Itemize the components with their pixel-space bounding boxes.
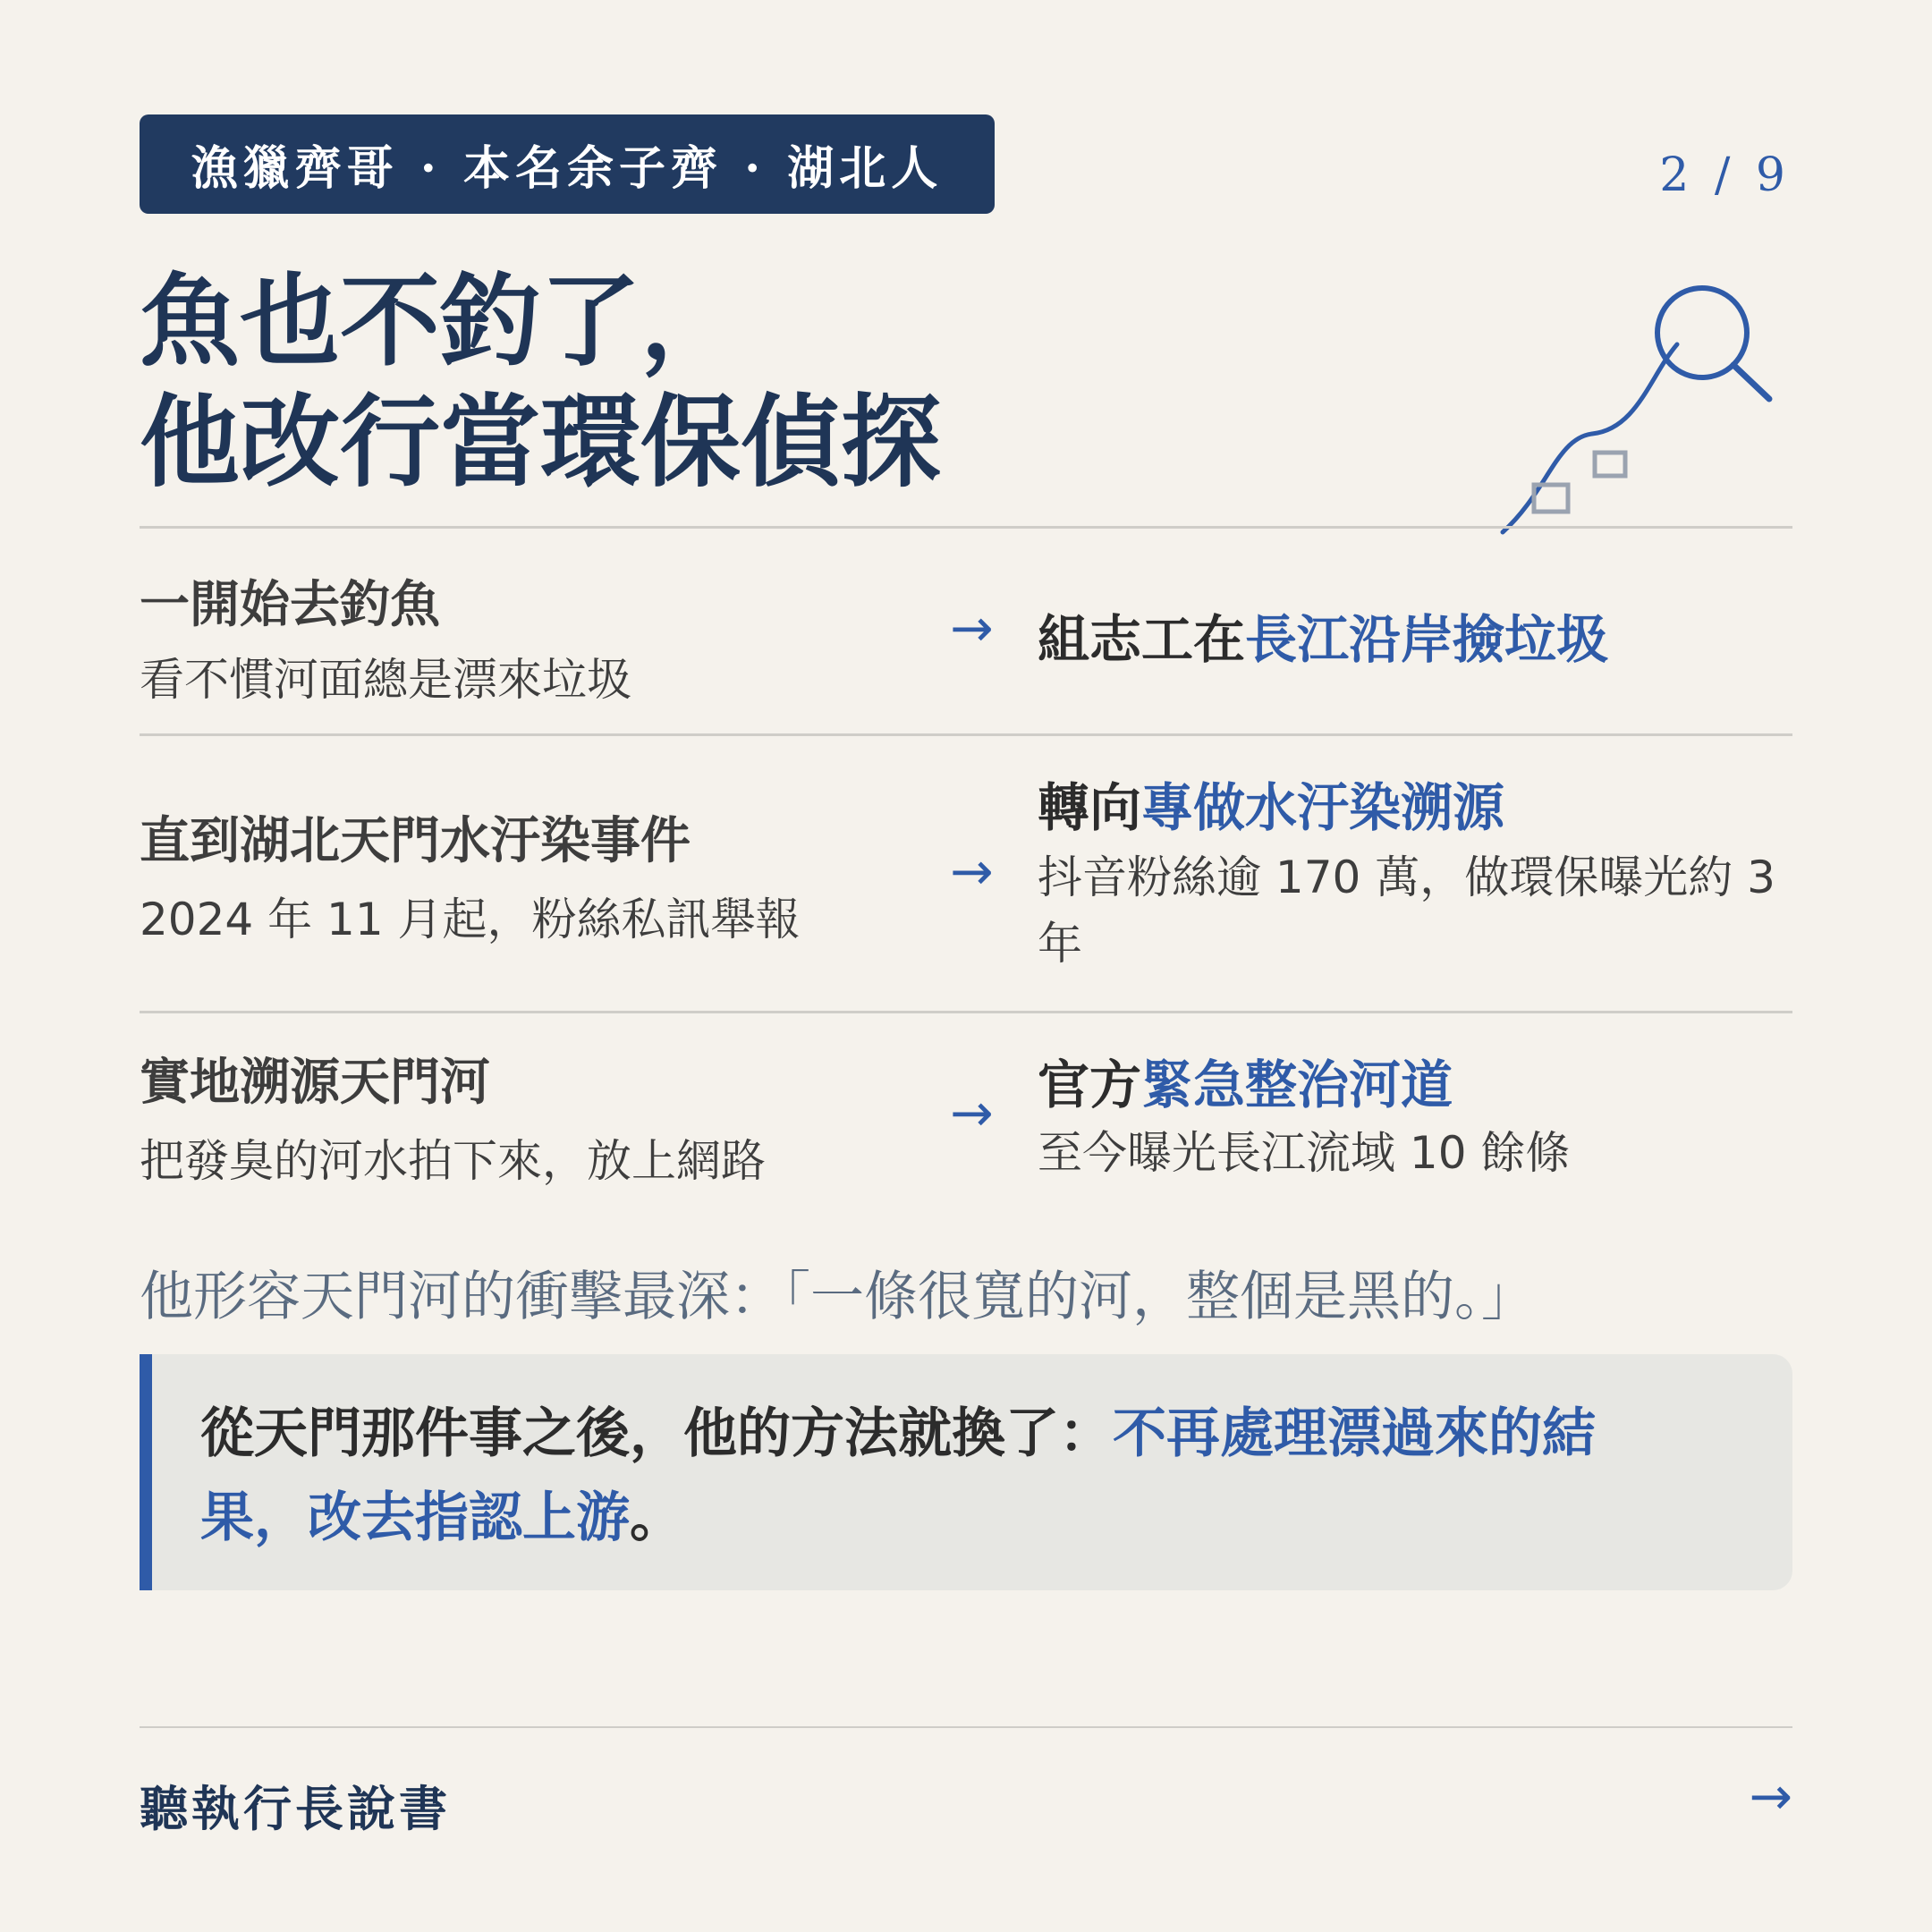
row-result-detail: 至今曝光長江流域 10 餘條 xyxy=(1038,1127,1571,1179)
timeline-row-2 xyxy=(140,733,1792,1011)
row-cause: 一開始去釣魚 xyxy=(140,576,440,634)
row-result xyxy=(1038,1043,1453,1118)
page-title xyxy=(140,261,941,503)
row-result-highlight: 緊急整治河道 xyxy=(1141,1055,1453,1115)
row-cause-detail: 把發臭的河水拍下來，放上網路 xyxy=(140,1135,766,1187)
callout-highlight: 不再處理漂過來的結果，改去指認上游 xyxy=(200,1402,1596,1549)
callout-box xyxy=(140,1354,1792,1590)
row-result-highlight: 專做水汙染溯源 xyxy=(1141,777,1505,838)
arrow-right-icon: → xyxy=(950,1082,994,1143)
pull-quote: 他形容天門河的衝擊最深：「一條很寬的河，整個是黑的。」 xyxy=(140,1266,1535,1328)
footer-divider xyxy=(140,1726,1792,1728)
row-result xyxy=(1038,597,1608,673)
title-line-1: 魚也不釣了， xyxy=(140,263,741,380)
row-cause-detail: 看不慣河面總是漂來垃圾 xyxy=(140,654,631,706)
title-line-2: 他改行當環保偵探 xyxy=(140,384,941,501)
row-cause: 實地溯源天門河 xyxy=(140,1054,490,1112)
arrow-right-icon: → xyxy=(950,597,994,658)
row-result-detail: 抖音粉絲逾 170 萬，做環保曝光約 3 年 xyxy=(1038,852,1775,970)
callout-plain: 從天門那件事之後，他的方法就換了： xyxy=(200,1402,1113,1465)
timeline-row-3 xyxy=(140,1011,1792,1216)
author-tag: 漁獵齊哥 · 本名余子齊 · 湖北人 xyxy=(140,114,995,214)
page-indicator: 2 / 9 xyxy=(1659,148,1791,202)
row-cause: 直到湖北天門水汙染事件 xyxy=(140,812,691,870)
row-result-highlight: 長江沿岸撿垃圾 xyxy=(1245,609,1609,670)
magnifier-trail-icon xyxy=(1494,277,1780,546)
row-result xyxy=(1038,766,1504,841)
row-result-plain: 轉向 xyxy=(1038,777,1142,838)
callout-end: 。 xyxy=(630,1487,683,1549)
arrow-right-icon: → xyxy=(950,841,994,902)
timeline-row-1 xyxy=(140,526,1792,733)
next-arrow-icon[interactable]: → xyxy=(1749,1766,1792,1826)
row-result-plain: 官方 xyxy=(1038,1055,1142,1115)
row-result-plain: 組志工在 xyxy=(1038,609,1246,670)
row-cause-detail: 2024 年 11 月起，粉絲私訊舉報 xyxy=(140,894,801,945)
brand-name: 聽執行長說書 xyxy=(140,1780,451,1837)
